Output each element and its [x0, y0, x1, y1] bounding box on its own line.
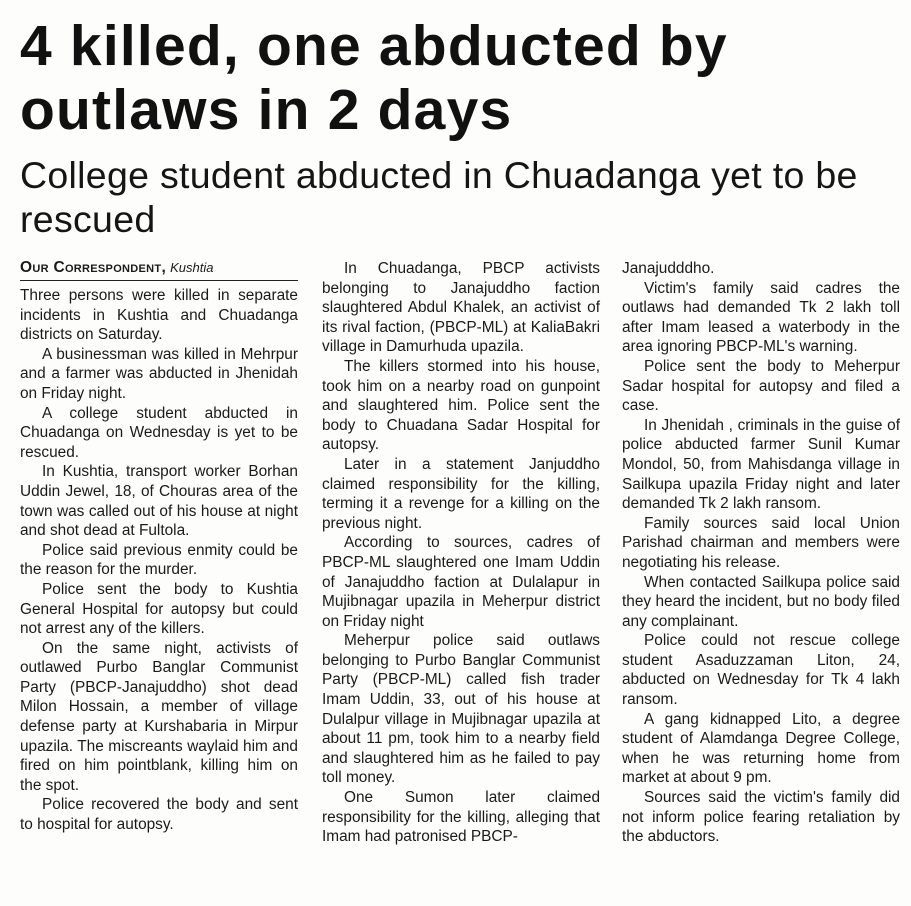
byline: [20, 259, 298, 281]
paragraph: One Sumon later claimed responsibility for the killing, alleging that Imam had patronised PBCP-: [322, 789, 600, 846]
paragraph: Police could not rescue college student Asaduzzaman Liton, 24, abducted on Wednesday for Tk 4 lakh ransom.: [622, 632, 900, 709]
paragraph: A businessman was killed in Mehrpur and a farmer was abducted in Jhenidah on Friday night.: [20, 345, 298, 402]
paragraph: Police said previous enmity could be the reason for the murder.: [20, 541, 298, 579]
paragraph: Meherpur police said outlaws belonging to Purbo Banglar Communist Party (PBCP-ML) called fish trader Imam Uddin, 33, out of his house at Dulalpur village in Mujibnagar upazila at about 11 pm, took him to a nearby field and slaughtered him as he failed to pay toll money.: [322, 632, 600, 787]
byline-location: Kushtia: [170, 260, 214, 275]
byline-author: Our Correspondent,: [20, 259, 167, 276]
column-2: [322, 259, 600, 847]
paragraph: Sources said the victim's family did not inform police fearing retaliation by the abductors.: [622, 789, 900, 846]
paragraph: A gang kidnapped Lito, a degree student of Alamdanga Degree College, when he was returning home from market at about 9 pm.: [622, 710, 900, 787]
paragraph: Victim's family said cadres the outlaws had demanded Tk 2 lakh toll after Imam leased a waterbody in the area ignoring PBCP-ML's warning.: [622, 279, 900, 356]
paragraph: Three persons were killed in separate incidents in Kushtia and Chuadanga districts on Saturday.: [20, 287, 298, 344]
column-1: [20, 259, 298, 835]
headline: 4 killed, one abducted by outlaws in 2 days: [20, 14, 728, 142]
paragraph: Police sent the body to Kushtia General Hospital for autopsy but could not arrest any of the killers.: [20, 580, 298, 638]
paragraph: The killers stormed into his house, took him on a nearby road on gunpoint and slaughtered him. Police sent the body to Chuadana Sadar Hospital for autopsy.: [322, 357, 600, 454]
column-3: [622, 259, 900, 847]
subheadline: College student abducted in Chuadanga yet to be rescued: [20, 154, 858, 240]
paragraph: According to sources, cadres of PBCP-ML slaughtered one Imam Uddin of Janajuddho faction at Dulalapur in Mujibnagar upazila in Meherpur district on Friday night: [322, 534, 600, 630]
paragraph: On the same night, activists of outlawed Purbo Banglar Communist Party (PBCP-Janajuddho) shot dead Milon Hossain, a member of village defense party at Kurshabaria in Mirpur upazila. The miscreants waylaid him and fired on him pointblank, killing him on the spot.: [20, 639, 298, 794]
paragraph: A college student abducted in Chuadanga on Wednesday is yet to be rescued.: [20, 404, 298, 461]
paragraph: When contacted Sailkupa police said they heard the incident, but no body filed any complainant.: [622, 573, 900, 630]
paragraph: Later in a statement Janjuddho claimed responsibility for the killing, terming it a revenge for a killing on the previous night.: [322, 455, 600, 532]
paragraph-continuation: Janajudddho.: [622, 260, 715, 277]
paragraph: In Kushtia, transport worker Borhan Uddin Jewel, 18, of Chouras area of the town was called out of his house at night and shot dead at Fultola.: [20, 463, 298, 540]
paragraph: Police sent the body to Meherpur Sadar hospital for autopsy and filed a case.: [622, 357, 900, 415]
paragraph: Family sources said local Union Parishad chairman and members were negotiating his release.: [622, 514, 900, 571]
article-body: [20, 259, 902, 899]
paragraph: In Chuadanga, PBCP activists belonging to Janajuddho faction slaughtered Abdul Khalek, an activist of its rival faction, (PBCP-ML) at KaliaBakri village in Damurhuda upazila.: [322, 260, 600, 356]
paragraph: Police recovered the body and sent to hospital for autopsy.: [20, 796, 298, 834]
paragraph: In Jhenidah , criminals in the guise of police abducted farmer Sunil Kumar Mondol, 50, from Mahisdanga village in Sailkupa upazila Friday night and later demanded Tk 2 lakh ransom.: [622, 416, 900, 513]
